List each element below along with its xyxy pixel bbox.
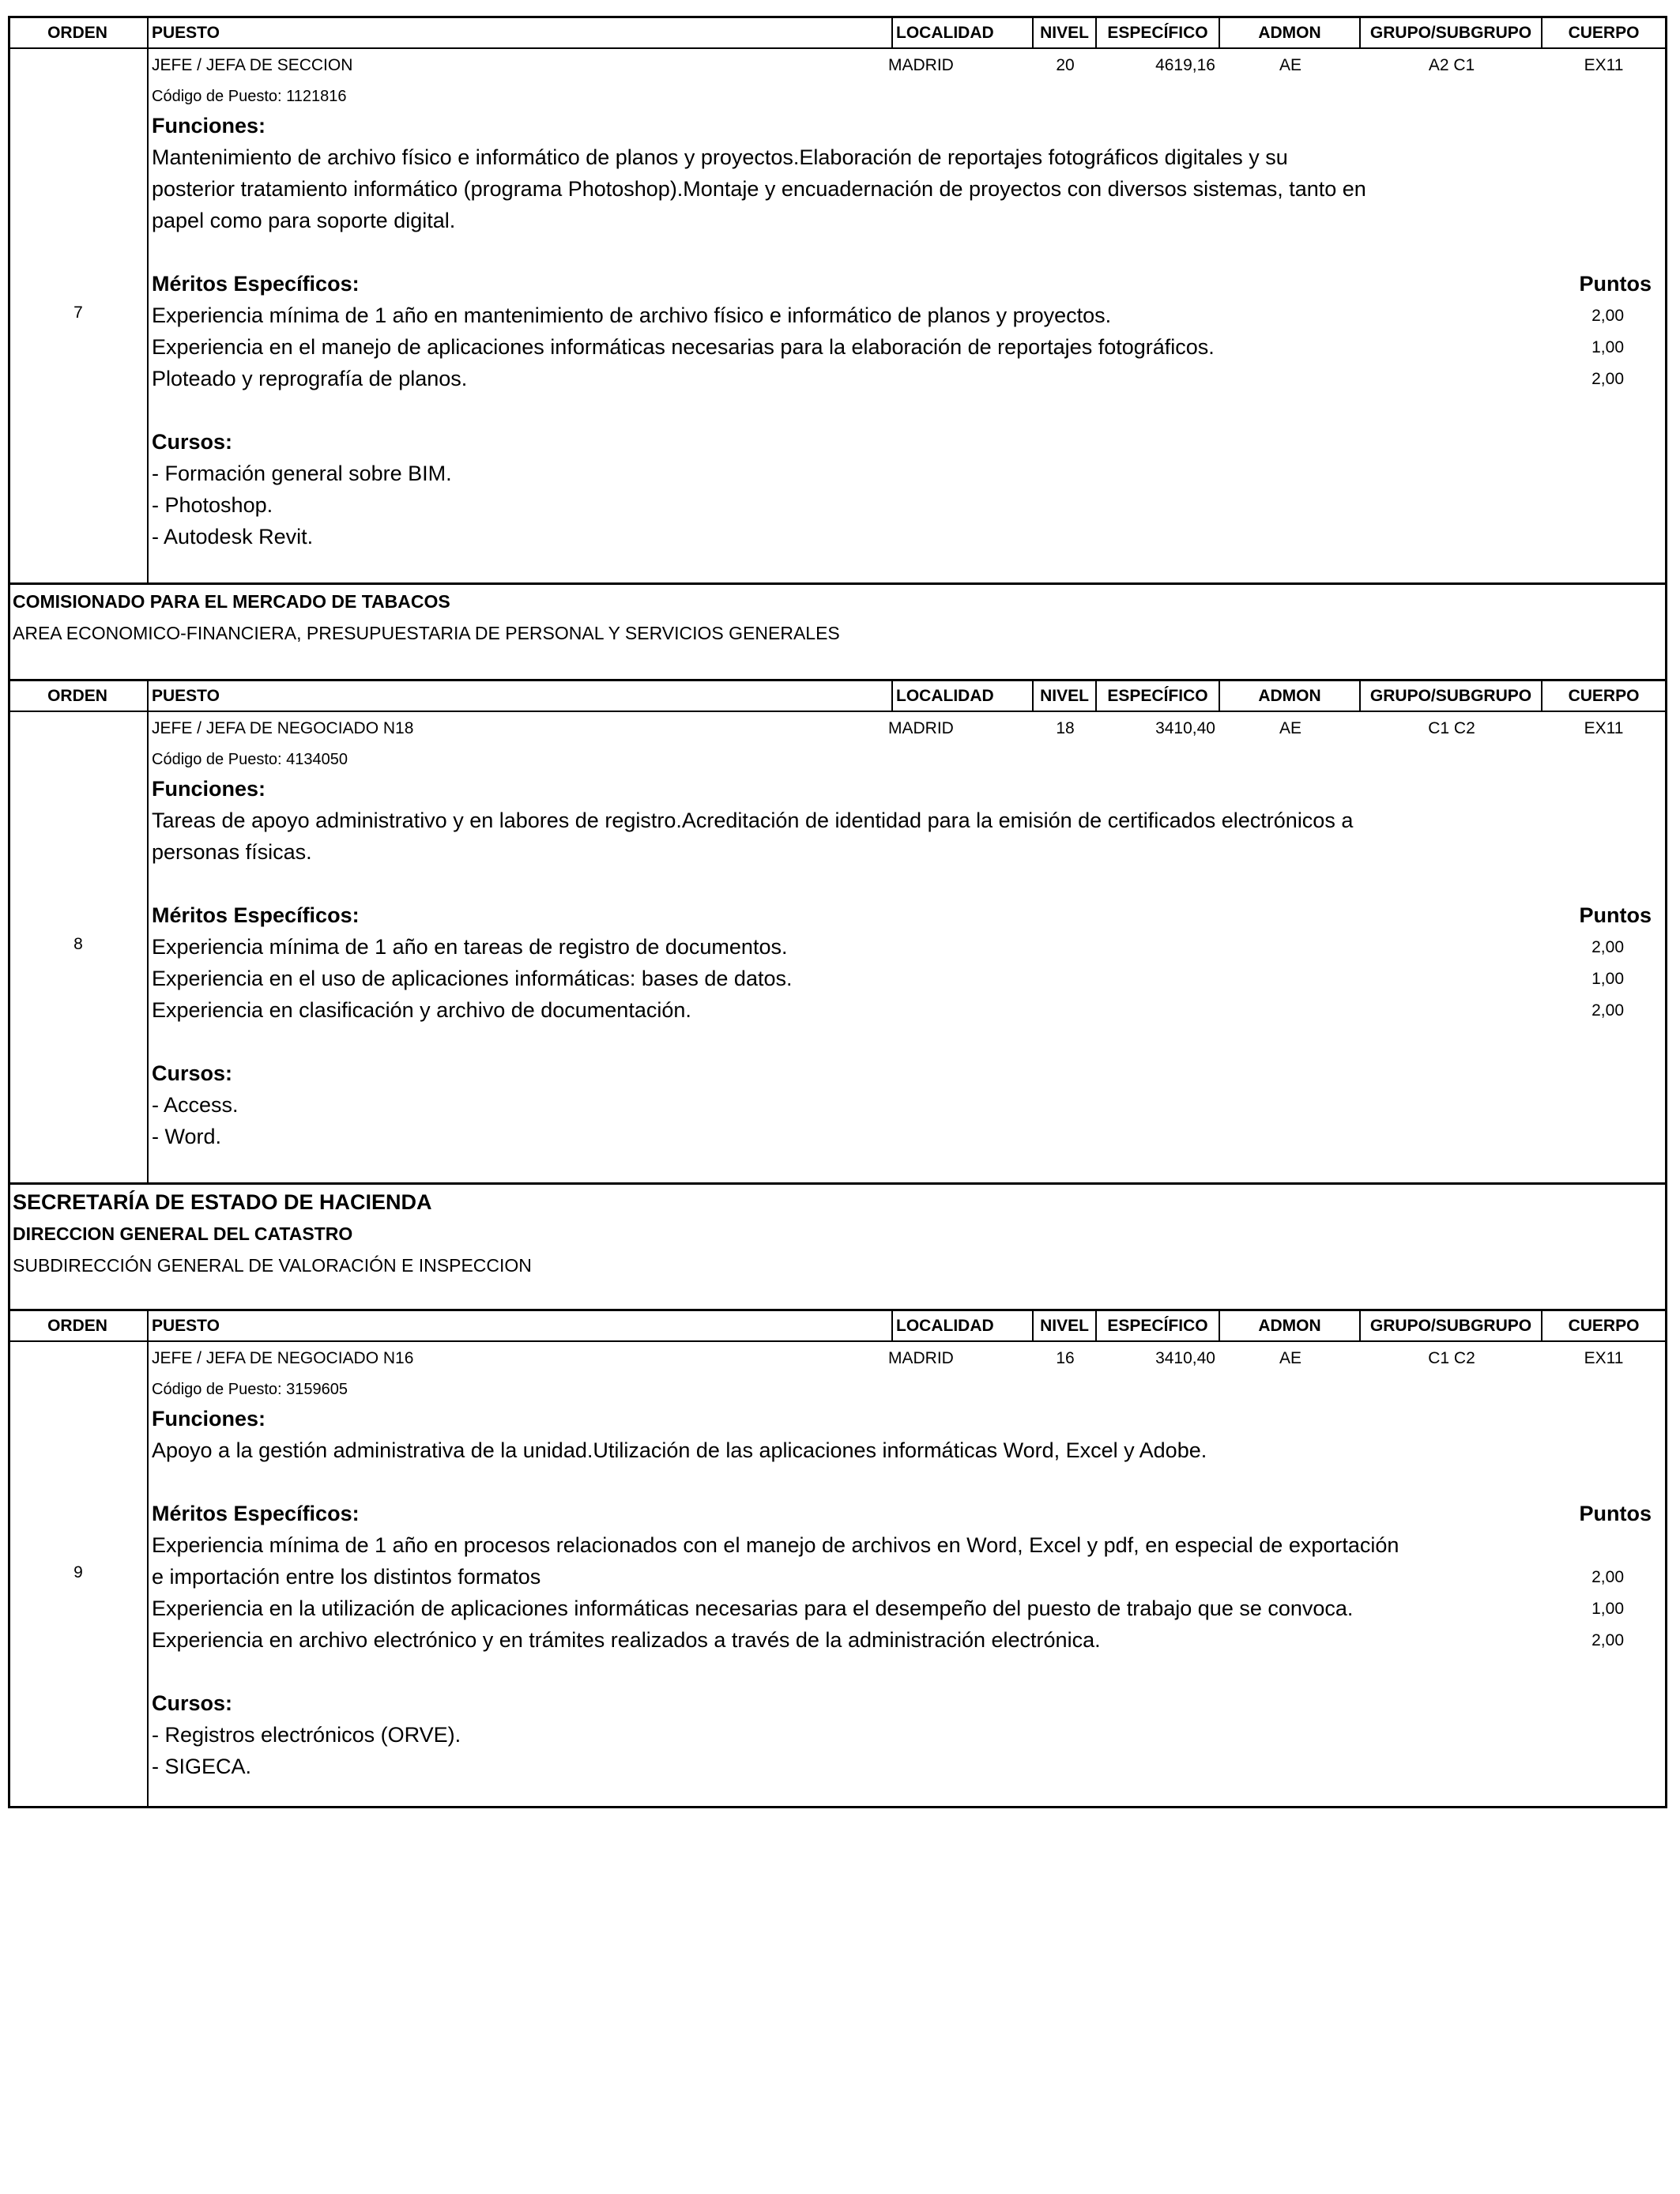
merito-text: Experiencia mínima de 1 año en procesos relacionados con el manejo de archivos en Word, Excel y pdf, en especial de exportación: [152, 1533, 1399, 1557]
merito-text: Experiencia mínima de 1 año en mantenimiento de archivo físico e informático de planos y proyectos.: [152, 303, 1112, 327]
funciones-line: Apoyo a la gestión administrativa de la unidad.Utilización de las aplicaciones informáticas Word, Excel y Adobe.: [152, 1438, 1207, 1462]
puntos-label: Puntos: [1579, 903, 1652, 927]
header-localidad: LOCALIDAD: [893, 681, 1034, 711]
header-especifico: ESPECÍFICO: [1097, 681, 1220, 711]
cursos-label: Cursos:: [152, 1061, 233, 1085]
codigo-puesto: Código de Puesto: 1121816: [152, 88, 347, 105]
admon-value: AE: [1279, 719, 1301, 737]
merito-text: Ploteado y reprografía de planos.: [152, 367, 468, 390]
meritos-label: Méritos Específicos:: [152, 272, 360, 296]
funciones-line: personas físicas.: [152, 840, 312, 864]
header-especifico: ESPECÍFICO: [1097, 18, 1220, 47]
grupo-value: C1 C2: [1428, 1349, 1475, 1367]
admon-value: AE: [1279, 56, 1301, 74]
header-admon: ADMON: [1220, 681, 1361, 711]
post-section-7: [8, 49, 1667, 585]
header-orden: ORDEN: [8, 1311, 149, 1340]
merito-puntos: 1,00: [1591, 1600, 1624, 1618]
localidad-value: MADRID: [888, 1349, 954, 1367]
merito-puntos: 2,00: [1591, 938, 1624, 956]
admon-value: AE: [1279, 1349, 1301, 1367]
orden-number: 9: [73, 1563, 83, 1581]
localidad-value: MADRID: [888, 719, 954, 737]
nivel-value: 18: [1056, 719, 1075, 737]
curso-item: - SIGECA.: [152, 1755, 252, 1778]
org-subtitle: DIRECCION GENERAL DEL CATASTRO: [13, 1223, 353, 1244]
cursos-label: Cursos:: [152, 430, 233, 454]
cuerpo-value: EX11: [1584, 719, 1624, 737]
grupo-value: A2 C1: [1428, 56, 1475, 74]
puntos-label: Puntos: [1579, 1502, 1652, 1525]
header-localidad: LOCALIDAD: [893, 18, 1034, 47]
merito-text: e importación entre los distintos formatos: [152, 1565, 541, 1589]
merito-text: Experiencia en clasificación y archivo de documentación.: [152, 998, 691, 1022]
table-header-post-8: [8, 679, 1667, 712]
meritos-label: Méritos Específicos:: [152, 1502, 360, 1525]
header-especifico: ESPECÍFICO: [1097, 1311, 1220, 1340]
post-section-9: [8, 1342, 1667, 1808]
merito-puntos: 2,00: [1591, 1001, 1624, 1020]
header-admon: ADMON: [1220, 1311, 1361, 1340]
table-header-post-7: [8, 16, 1667, 49]
curso-item: - Access.: [152, 1093, 239, 1117]
header-nivel: NIVEL: [1034, 1311, 1097, 1340]
merito-puntos: 2,00: [1591, 307, 1624, 325]
curso-item: - Registros electrónicos (ORVE).: [152, 1723, 461, 1747]
cuerpo-value: EX11: [1584, 1349, 1624, 1367]
table-header-post-9: [8, 1309, 1667, 1342]
especifico-value: 3410,40: [1155, 719, 1215, 737]
header-grupo: GRUPO/SUBGRUPO: [1361, 1311, 1543, 1340]
header-puesto: PUESTO: [149, 681, 893, 711]
merito-text: Experiencia en archivo electrónico y en trámites realizados a través de la administración electrónica.: [152, 1628, 1101, 1652]
cuerpo-value: EX11: [1584, 56, 1624, 74]
header-nivel: NIVEL: [1034, 681, 1097, 711]
header-orden: ORDEN: [8, 18, 149, 47]
orden-number: 8: [73, 935, 83, 953]
header-cuerpo: CUERPO: [1568, 1317, 1640, 1335]
merito-text: Experiencia en la utilización de aplicaciones informáticas necesarias para el desempeño del puesto de trabajo que se convoca.: [152, 1596, 1354, 1620]
org-title: COMISIONADO PARA EL MERCADO DE TABACOS: [13, 591, 450, 612]
funciones-label: Funciones:: [152, 777, 266, 801]
merito-puntos: 1,00: [1591, 338, 1624, 356]
merito-text: Experiencia en el manejo de aplicaciones informáticas necesarias para la elaboración de reportajes fotográficos.: [152, 335, 1215, 359]
org-subtitle: AREA ECONOMICO-FINANCIERA, PRESUPUESTARIA DE PERSONAL Y SERVICIOS GENERALES: [13, 623, 840, 643]
funciones-label: Funciones:: [152, 114, 266, 138]
merito-puntos: 2,00: [1591, 1631, 1624, 1649]
header-nivel: NIVEL: [1034, 18, 1097, 47]
merito-puntos: 2,00: [1591, 1568, 1624, 1586]
header-orden: ORDEN: [8, 681, 149, 711]
curso-item: - Photoshop.: [152, 493, 273, 517]
codigo-puesto: Código de Puesto: 3159605: [152, 1381, 348, 1398]
nivel-value: 20: [1056, 56, 1075, 74]
header-admon: ADMON: [1220, 18, 1361, 47]
header-puesto: PUESTO: [149, 18, 893, 47]
merito-text: Experiencia en el uso de aplicaciones informáticas: bases de datos.: [152, 967, 793, 990]
meritos-label: Méritos Específicos:: [152, 903, 360, 927]
codigo-puesto: Código de Puesto: 4134050: [152, 751, 348, 768]
org-title: SECRETARÍA DE ESTADO DE HACIENDA: [13, 1190, 432, 1214]
especifico-value: 3410,40: [1155, 1349, 1215, 1367]
merito-puntos: 2,00: [1591, 370, 1624, 388]
header-grupo: GRUPO/SUBGRUPO: [1361, 681, 1543, 711]
puesto-title: JEFE / JEFA DE NEGOCIADO N16: [152, 1349, 414, 1367]
curso-item: - Formación general sobre BIM.: [152, 462, 452, 485]
post-section-8: [8, 712, 1667, 1185]
header-grupo: GRUPO/SUBGRUPO: [1361, 18, 1543, 47]
cursos-label: Cursos:: [152, 1691, 233, 1715]
merito-puntos: 1,00: [1591, 970, 1624, 988]
funciones-line: Mantenimiento de archivo físico e informático de planos y proyectos.Elaboración de reportajes fotográficos digitales y su: [152, 145, 1288, 169]
header-localidad: LOCALIDAD: [893, 1311, 1034, 1340]
especifico-value: 4619,16: [1155, 56, 1215, 74]
nivel-value: 16: [1056, 1349, 1075, 1367]
header-puesto: PUESTO: [149, 1311, 893, 1340]
merito-text: Experiencia mínima de 1 año en tareas de registro de documentos.: [152, 935, 788, 959]
grupo-value: C1 C2: [1428, 719, 1475, 737]
puntos-label: Puntos: [1579, 272, 1652, 296]
org-subtitle: SUBDIRECCIÓN GENERAL DE VALORACIÓN E INSPECCION: [13, 1255, 532, 1276]
puesto-title: JEFE / JEFA DE NEGOCIADO N18: [152, 719, 414, 737]
funciones-label: Funciones:: [152, 1407, 266, 1431]
curso-item: - Autodesk Revit.: [152, 525, 314, 548]
funciones-line: posterior tratamiento informático (programa Photoshop).Montaje y encuadernación de proyectos con diversos sistemas, tanto en: [152, 177, 1366, 201]
header-cuerpo: CUERPO: [1568, 687, 1640, 705]
localidad-value: MADRID: [888, 56, 954, 74]
orden-number: 7: [73, 303, 83, 322]
puesto-title: JEFE / JEFA DE SECCION: [152, 56, 353, 74]
curso-item: - Word.: [152, 1125, 222, 1148]
funciones-line: papel como para soporte digital.: [152, 209, 456, 232]
funciones-line: Tareas de apoyo administrativo y en labores de registro.Acreditación de identidad para la emisión de certificados electrónicos a: [152, 809, 1354, 832]
header-cuerpo: CUERPO: [1568, 24, 1640, 42]
